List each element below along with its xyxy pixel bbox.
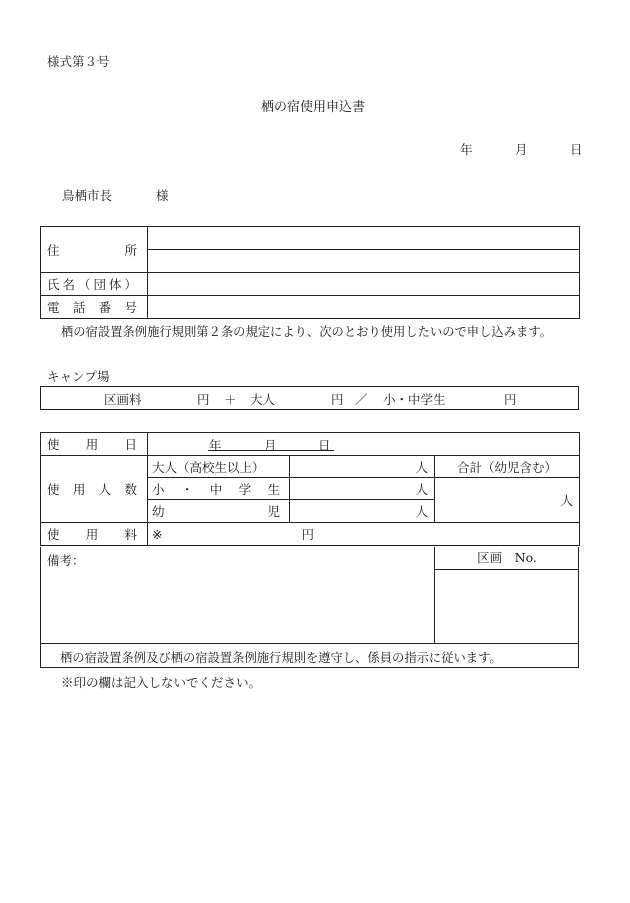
elementary-person-unit: 人: [415, 481, 428, 497]
pledge-text: 栖の宿設置条例及び栖の宿設置条例施行規則を遵守し、係員の指示に従います。: [60, 651, 502, 665]
elementary-label: [148, 478, 290, 500]
section-no-header: [435, 547, 579, 570]
pledge-box: [40, 643, 579, 668]
form-number: 様式第３号: [47, 54, 110, 69]
address-label: [41, 227, 148, 273]
fee-child-label: 小・中学生: [383, 392, 446, 407]
infant-label-2: 児: [267, 504, 280, 519]
phone-label-3: 番: [98, 300, 112, 315]
usage-date-label-2: 用: [85, 437, 99, 452]
name-label-1: 氏: [47, 277, 60, 292]
usage-count-label-1: 使: [47, 482, 60, 497]
usage-fee-label-1: 使: [47, 527, 60, 542]
total-label: 合計（幼児含む）: [435, 456, 580, 478]
phone-field[interactable]: [148, 296, 580, 319]
date-day: 日: [570, 142, 583, 157]
total-person-unit: 人: [560, 493, 574, 508]
adult-label: 大人（高校生以上）: [148, 456, 290, 478]
infant-label-1: 幼: [152, 504, 165, 519]
phone-label-4: 号: [124, 300, 137, 315]
usage-table: [40, 432, 580, 546]
name-label-4: 団: [93, 277, 106, 292]
usage-fee-yen: 円: [301, 527, 314, 542]
date-year: 年: [460, 142, 473, 157]
usage-date-field[interactable]: [148, 433, 580, 456]
page-title: 栖の宿使用申込書: [261, 100, 366, 115]
fee-yen-3: 円: [504, 392, 517, 407]
usage-date-day: 日: [318, 438, 331, 453]
adult-count-field[interactable]: [290, 456, 435, 478]
usage-fee-mark: ※: [152, 527, 163, 542]
remarks-field[interactable]: [41, 547, 434, 643]
phone-label: [41, 296, 148, 319]
addressee-name: 鳥栖市長: [62, 188, 113, 203]
camp-label: キャンプ場: [47, 369, 110, 384]
usage-fee-label: [41, 523, 148, 546]
usage-fee-label-2: 用: [85, 527, 99, 542]
name-label-3: （: [77, 277, 91, 292]
infant-person-unit: 人: [415, 504, 428, 519]
name-label-5: 体: [108, 277, 122, 292]
usage-date-label-1: 使: [47, 437, 60, 452]
phone-label-2: 話: [72, 300, 86, 315]
elementary-label-5: 生: [267, 481, 280, 497]
elementary-label-1: 小: [152, 481, 165, 497]
usage-date-year: 年: [209, 438, 222, 453]
fee-yen-2: 円: [331, 392, 344, 407]
address-label-2: 所: [124, 242, 137, 258]
adult-person-unit: 人: [415, 459, 428, 475]
remarks-box: [40, 547, 579, 644]
statement: 栖の宿設置条例施行規則第２条の規定により、次のとおり使用したいので申し込みます。: [61, 325, 552, 339]
usage-count-label-2: 用: [72, 482, 86, 497]
name-label-2: 名: [62, 277, 75, 292]
section-no-label: 区画 No.: [477, 550, 537, 565]
phone-label-1: 電: [47, 300, 60, 315]
date-month: 月: [515, 142, 528, 157]
date-line: [460, 140, 583, 158]
name-label: [41, 273, 148, 296]
elementary-label-4: 学: [238, 481, 252, 497]
fee-yen-1: 円: [197, 392, 210, 407]
usage-count-label-4: 数: [124, 482, 137, 497]
usage-date-month: 月: [264, 438, 277, 453]
name-label-6: ）: [124, 277, 137, 292]
address-field-2[interactable]: [148, 250, 580, 273]
elementary-label-2: ・: [180, 481, 194, 497]
infant-label: [148, 500, 290, 523]
footnote: ※印の欄は記入しないでください。: [61, 675, 262, 690]
fee-adult-label: 大人: [250, 392, 276, 407]
remarks-label: 備考：: [47, 553, 85, 568]
address-label-1: 住: [47, 242, 60, 258]
fee-line-box: [40, 386, 579, 410]
total-count-field[interactable]: [435, 478, 580, 523]
fee-plus: ＋: [224, 392, 237, 407]
usage-fee-label-3: 料: [124, 527, 137, 542]
section-no-field: [435, 570, 579, 643]
usage-count-label-3: 人: [98, 482, 112, 497]
addressee: [62, 186, 169, 204]
usage-date-label: [41, 433, 148, 456]
infant-count-field[interactable]: [290, 500, 435, 523]
fee-section-label: 区画料: [104, 392, 142, 407]
usage-count-label: [41, 456, 148, 523]
section-no-box: [434, 547, 579, 643]
usage-date-label-3: 日: [124, 437, 137, 452]
elementary-label-3: 中: [209, 481, 223, 497]
usage-fee-field: [148, 523, 580, 546]
elementary-count-field[interactable]: [290, 478, 435, 500]
addressee-honorific: 様: [156, 188, 169, 203]
applicant-table: [40, 226, 580, 319]
address-field-1[interactable]: [148, 227, 580, 250]
fee-slash: ／: [355, 392, 368, 407]
name-field[interactable]: [148, 273, 580, 296]
